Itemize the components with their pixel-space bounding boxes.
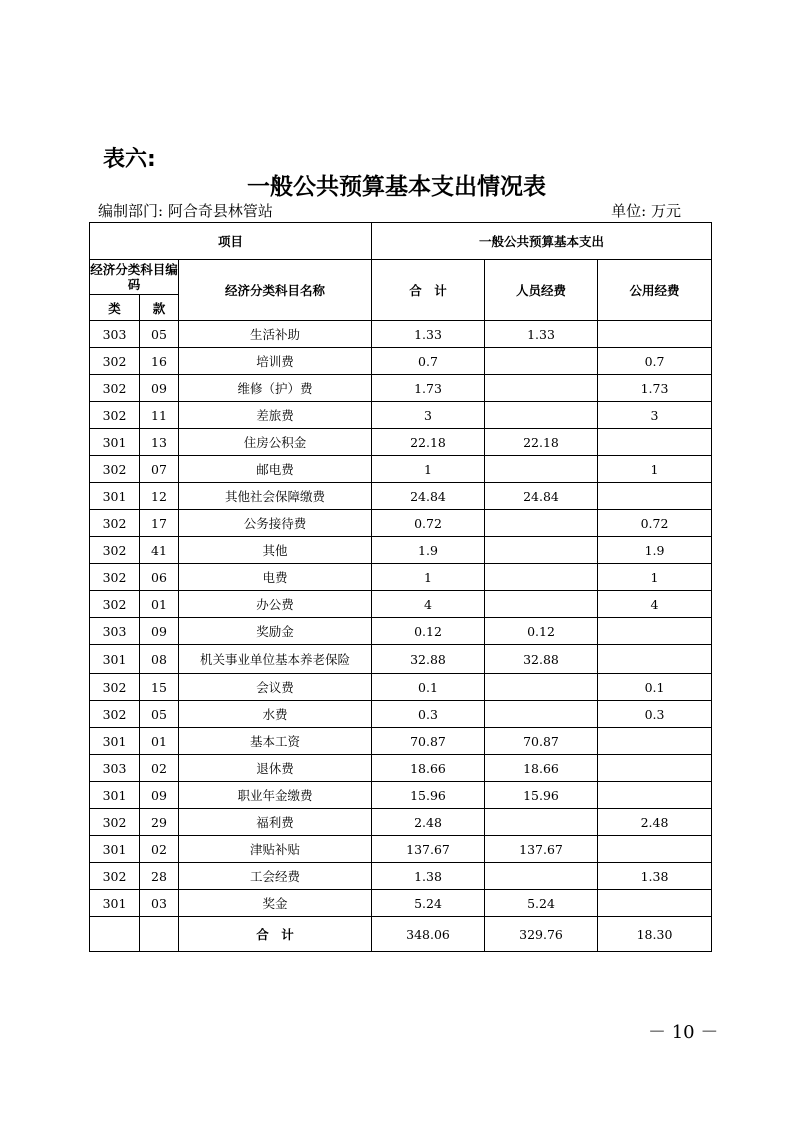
table-row [90,674,712,701]
dept-label: 编制部门: 阿合奇县林管站 [98,202,273,220]
cell-name: 福利费 [179,809,372,836]
cell-total: 3 [372,402,485,429]
cell-public: 0.72 [598,510,712,537]
cell-personnel: 18.66 [485,755,598,782]
cell-name: 公务接待费 [179,510,372,537]
cell-personnel [485,456,598,483]
cell-personnel: 15.96 [485,782,598,809]
table-row [90,591,712,618]
cell-personnel [485,537,598,564]
cell-section: 02 [140,836,179,863]
cell-total: 0.3 [372,701,485,728]
cell-name: 维修（护）费 [179,375,372,402]
cell-section: 41 [140,537,179,564]
cell-personnel: 22.18 [485,429,598,456]
cell-total: 2.48 [372,809,485,836]
cell-personnel: 5.24 [485,890,598,917]
cell-class: 302 [90,510,140,537]
cell-personnel [485,591,598,618]
cell-name: 办公费 [179,591,372,618]
cell-class: 303 [90,618,140,645]
cell-class: 302 [90,863,140,890]
table-row [90,564,712,591]
cell-class: 303 [90,321,140,348]
table-row [90,782,712,809]
cell-section: 09 [140,618,179,645]
cell-public [598,483,712,510]
table-row [90,701,712,728]
cell-personnel [485,375,598,402]
cell-public: 0.7 [598,348,712,375]
cell-name: 邮电费 [179,456,372,483]
cell-class: 302 [90,537,140,564]
table-row [90,755,712,782]
total-public: 18.30 [598,917,712,952]
cell-name: 差旅费 [179,402,372,429]
cell-personnel: 70.87 [485,728,598,755]
table-row [90,483,712,510]
header-public: 公用经费 [598,260,712,321]
cell-personnel: 32.88 [485,645,598,674]
cell-class: 301 [90,728,140,755]
cell-total: 0.1 [372,674,485,701]
table-row [90,836,712,863]
header-name: 经济分类科目名称 [179,260,372,321]
cell-name: 培训费 [179,348,372,375]
cell-class: 302 [90,375,140,402]
cell-personnel: 1.33 [485,321,598,348]
cell-class: 303 [90,755,140,782]
page-title: 一般公共预算基本支出情况表 [247,174,546,200]
cell-personnel [485,402,598,429]
table-body [90,321,712,917]
header-budget: 一般公共预算基本支出 [372,223,712,260]
table-row [90,728,712,755]
cell-section: 07 [140,456,179,483]
cell-public [598,836,712,863]
cell-total: 22.18 [372,429,485,456]
total-row [90,917,712,952]
cell-class: 302 [90,402,140,429]
cell-total: 1.38 [372,863,485,890]
budget-table [89,222,712,952]
cell-name: 职业年金缴费 [179,782,372,809]
cell-class: 301 [90,782,140,809]
cell-section: 29 [140,809,179,836]
cell-section: 09 [140,375,179,402]
cell-total: 1 [372,564,485,591]
header-personnel: 人员经费 [485,260,598,321]
cell-class: 302 [90,701,140,728]
cell-section: 05 [140,701,179,728]
cell-section: 01 [140,591,179,618]
header-class: 类 [90,295,140,321]
total-personnel: 329.76 [485,917,598,952]
cell-name: 津贴补贴 [179,836,372,863]
cell-total: 4 [372,591,485,618]
cell-public: 2.48 [598,809,712,836]
cell-public [598,321,712,348]
header-item: 项目 [90,223,372,260]
cell-name: 其他 [179,537,372,564]
cell-section: 15 [140,674,179,701]
cell-class: 302 [90,591,140,618]
cell-public [598,755,712,782]
total-empty-2 [140,917,179,952]
cell-section: 05 [140,321,179,348]
unit-label: 单位: 万元 [611,202,681,220]
cell-total: 1 [372,456,485,483]
cell-personnel [485,348,598,375]
cell-total: 0.7 [372,348,485,375]
cell-section: 01 [140,728,179,755]
cell-name: 电费 [179,564,372,591]
cell-public: 1.9 [598,537,712,564]
cell-public: 1.73 [598,375,712,402]
cell-public: 1.38 [598,863,712,890]
table-row [90,618,712,645]
cell-total: 1.73 [372,375,485,402]
cell-total: 18.66 [372,755,485,782]
cell-public: 4 [598,591,712,618]
cell-name: 水费 [179,701,372,728]
cell-public: 1 [598,456,712,483]
cell-section: 17 [140,510,179,537]
table-row [90,890,712,917]
cell-section: 06 [140,564,179,591]
cell-public: 3 [598,402,712,429]
cell-total: 24.84 [372,483,485,510]
table-row [90,510,712,537]
cell-total: 70.87 [372,728,485,755]
cell-name: 住房公积金 [179,429,372,456]
cell-name: 会议费 [179,674,372,701]
cell-section: 08 [140,645,179,674]
table-row [90,321,712,348]
cell-public [598,645,712,674]
page-number: － 10 － [648,1022,719,1043]
cell-name: 退休费 [179,755,372,782]
cell-total: 137.67 [372,836,485,863]
cell-personnel [485,564,598,591]
table-row [90,863,712,890]
table-row [90,429,712,456]
table-row [90,645,712,674]
table-row [90,809,712,836]
total-label: 合 计 [179,917,372,952]
cell-total: 0.12 [372,618,485,645]
cell-name: 其他社会保障缴费 [179,483,372,510]
table-row [90,402,712,429]
total-sum: 348.06 [372,917,485,952]
cell-name: 生活补助 [179,321,372,348]
cell-total: 0.72 [372,510,485,537]
table-number-label: 表六: [103,147,156,172]
cell-personnel: 137.67 [485,836,598,863]
cell-personnel [485,674,598,701]
cell-class: 301 [90,429,140,456]
cell-personnel [485,510,598,537]
cell-section: 16 [140,348,179,375]
cell-section: 13 [140,429,179,456]
cell-public: 0.1 [598,674,712,701]
cell-class: 302 [90,348,140,375]
cell-total: 15.96 [372,782,485,809]
cell-class: 302 [90,456,140,483]
cell-class: 302 [90,564,140,591]
header-row-1 [90,223,712,260]
cell-public [598,429,712,456]
cell-class: 302 [90,809,140,836]
table-row [90,375,712,402]
cell-class: 301 [90,890,140,917]
cell-class: 301 [90,483,140,510]
cell-name: 工会经费 [179,863,372,890]
cell-section: 12 [140,483,179,510]
header-code: 经济分类科目编码 [90,260,179,295]
cell-total: 32.88 [372,645,485,674]
cell-name: 奖励金 [179,618,372,645]
cell-class: 301 [90,645,140,674]
header-section: 款 [140,295,179,321]
cell-name: 奖金 [179,890,372,917]
cell-class: 302 [90,674,140,701]
cell-section: 11 [140,402,179,429]
cell-personnel: 0.12 [485,618,598,645]
cell-personnel [485,809,598,836]
cell-personnel [485,863,598,890]
header-total: 合 计 [372,260,485,321]
cell-section: 09 [140,782,179,809]
header-row-2 [90,260,712,295]
cell-public [598,728,712,755]
cell-total: 1.33 [372,321,485,348]
table-row [90,537,712,564]
cell-name: 基本工资 [179,728,372,755]
cell-public [598,890,712,917]
cell-personnel [485,701,598,728]
cell-public [598,618,712,645]
cell-section: 02 [140,755,179,782]
table-row [90,456,712,483]
cell-public: 1 [598,564,712,591]
cell-name: 机关事业单位基本养老保险 [179,645,372,674]
total-empty-1 [90,917,140,952]
cell-total: 1.9 [372,537,485,564]
cell-section: 03 [140,890,179,917]
cell-personnel: 24.84 [485,483,598,510]
cell-public [598,782,712,809]
cell-section: 28 [140,863,179,890]
cell-public: 0.3 [598,701,712,728]
table-row [90,348,712,375]
cell-class: 301 [90,836,140,863]
cell-total: 5.24 [372,890,485,917]
